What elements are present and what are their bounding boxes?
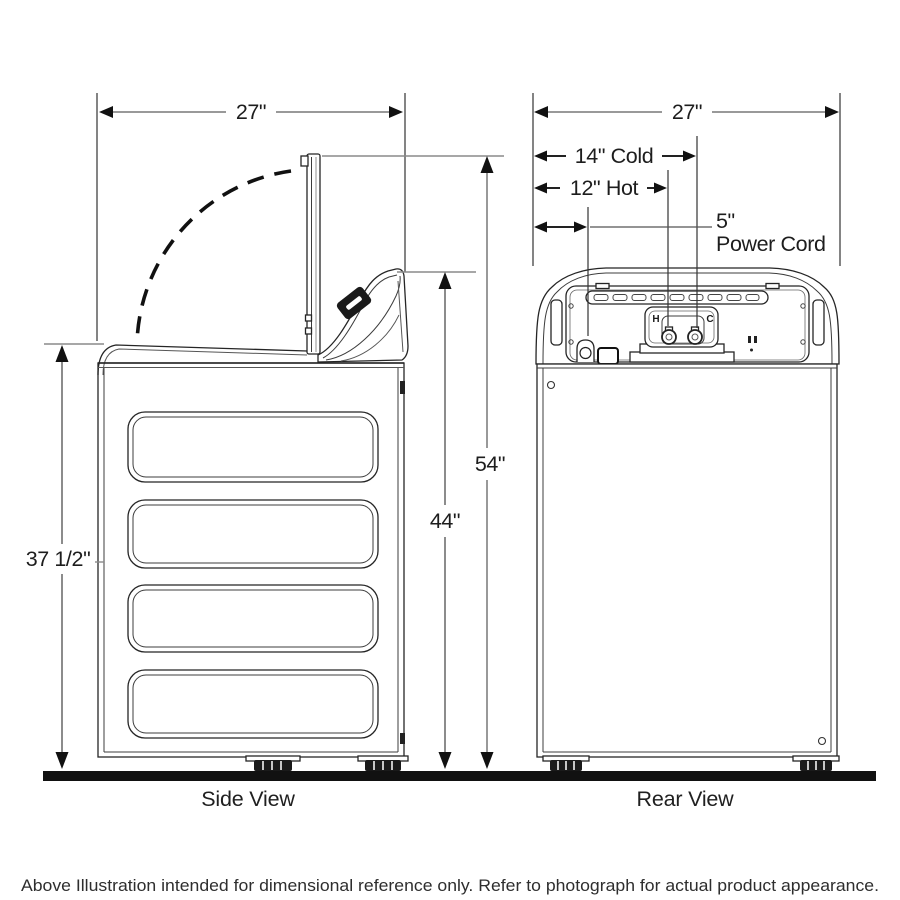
side-hinge-tab xyxy=(400,381,405,394)
rear-foot-left xyxy=(543,756,589,771)
cold-fitting-label: C xyxy=(706,314,714,325)
rear-view-drawing xyxy=(536,268,839,771)
side-height-console-label: 44" xyxy=(429,509,461,533)
side-panel-recess xyxy=(128,500,378,568)
cold-water-inlet xyxy=(688,330,702,344)
console xyxy=(318,269,408,362)
power-cord-length-label: 5" xyxy=(716,209,735,233)
hot-inlet-label: 12" Hot xyxy=(569,176,639,200)
side-width-label: 27" xyxy=(235,100,267,124)
side-lower-tab xyxy=(400,733,405,744)
side-foot-right xyxy=(358,756,408,771)
side-view-label: Side View xyxy=(201,787,295,811)
power-cord-label: Power Cord xyxy=(716,232,826,256)
rear-view-label: Rear View xyxy=(636,787,734,811)
side-height-console-dimension xyxy=(397,272,476,769)
lid-swing-arc xyxy=(137,171,291,343)
side-view-drawing xyxy=(98,154,408,771)
side-panel-recess xyxy=(128,412,378,482)
side-foot-left xyxy=(246,756,300,771)
side-panel-recess xyxy=(128,670,378,738)
rear-foot-right xyxy=(793,756,839,771)
water-hookup-panel xyxy=(645,307,718,347)
rear-bracket-right xyxy=(813,300,824,345)
hot-fitting-label: H xyxy=(652,314,660,325)
side-width-dimension xyxy=(99,100,403,124)
rear-width-label: 27" xyxy=(671,100,703,124)
cold-inlet-label: 14" Cold xyxy=(574,144,654,168)
hot-water-inlet xyxy=(662,330,676,344)
footer-note: Above Illustration intended for dimensional reference only. Refer to photograph for actual product appearance. xyxy=(21,877,879,895)
side-height-top-label: 37 1/2" xyxy=(25,547,91,571)
rear-vent-strip xyxy=(586,291,768,304)
open-lid xyxy=(301,154,320,354)
side-height-lid-open-label: 54" xyxy=(474,452,506,476)
rear-bracket-left xyxy=(551,300,562,345)
floor-line xyxy=(43,771,876,781)
side-panel-recess xyxy=(128,585,378,652)
rear-width-dimension xyxy=(534,100,839,124)
rear-body xyxy=(537,364,837,757)
side-height-top-dimension xyxy=(26,344,104,769)
